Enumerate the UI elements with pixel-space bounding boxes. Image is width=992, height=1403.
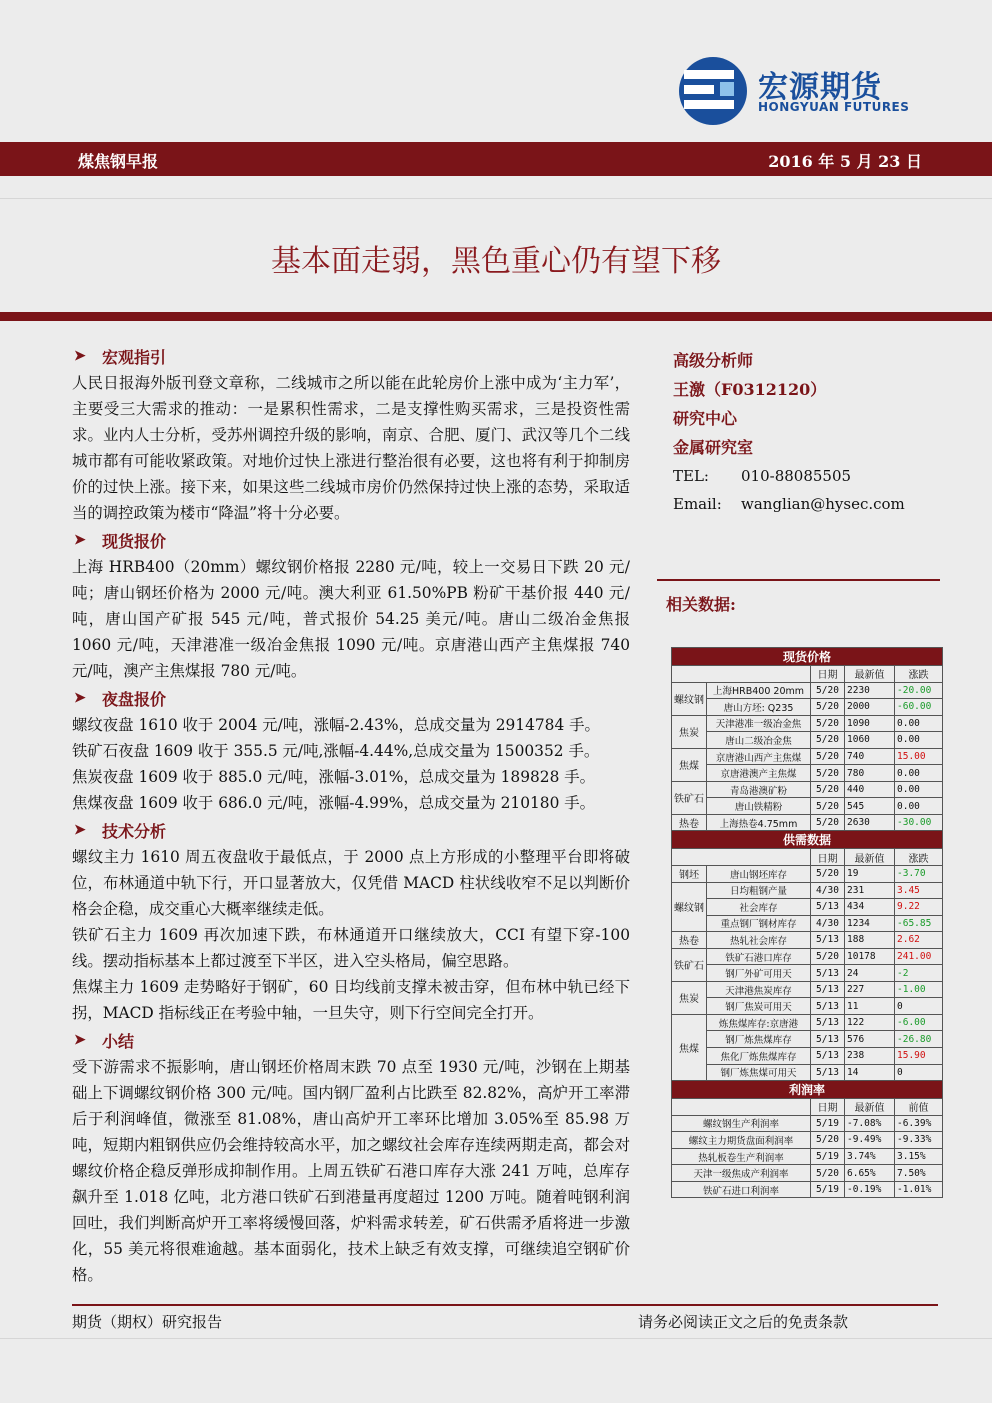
table-change-cell: -65.85 [895, 915, 943, 932]
table-value-cell: 227 [845, 981, 895, 998]
table-item-cell: 上海HRB400 20mm [707, 682, 811, 699]
table-band-title: 利润率 [672, 1081, 943, 1099]
table-row [672, 765, 943, 782]
table-header-cell: 涨跌 [895, 849, 943, 866]
tel-label: TEL: [673, 467, 709, 485]
email-value[interactable]: wanglian@hysec.com [741, 495, 905, 513]
table-row [672, 699, 943, 716]
paragraph: 焦煤主力 1609 走势略好于钢矿，60 日均线前支撑未被击穿，但布林中轨已经下拐，MACD 指标线正在考验中轴，一旦失守，则下行空间完全打开。 [72, 978, 630, 1022]
table-value-cell: 576 [845, 1031, 895, 1048]
section-title: 小结 [102, 1031, 135, 1051]
table-category-cell: 热卷 [672, 932, 707, 949]
title-divider [0, 312, 992, 321]
table-date-cell: 5/20 [811, 732, 845, 749]
table-value-cell: 1060 [845, 732, 895, 749]
table-header-cell: 最新值 [845, 849, 895, 866]
table-value-cell: 14 [845, 1064, 895, 1081]
footer-divider [72, 1304, 938, 1306]
table-value-cell: 2630 [845, 814, 895, 831]
table-value-cell: 6.65% [845, 1165, 895, 1182]
table-category-cell: 螺纹钢 [672, 882, 707, 932]
table-change-cell: 0.00 [895, 798, 943, 815]
table-header-cell: 日期 [811, 666, 845, 683]
arrow-icon: ➤ [74, 348, 86, 364]
paragraph: 螺纹夜盘 1610 收于 2004 元/吨，涨幅-2.43%，总成交量为 2914784 手。 [72, 716, 600, 734]
table-row [672, 1132, 943, 1149]
table-change-cell: -1.00 [895, 981, 943, 998]
table-date-cell: 5/13 [811, 965, 845, 982]
table-item-cell: 钢厂炼焦煤可用天 [707, 1064, 811, 1081]
table-item-cell: 重点钢厂钢材库存 [707, 915, 811, 932]
table-band-row [672, 648, 943, 666]
arrow-icon: ➤ [74, 822, 86, 838]
table-item-cell: 铁矿石港口库存 [707, 948, 811, 965]
table-header-cell: 前值 [895, 1099, 943, 1116]
related-data-title: 相关数据: [666, 595, 736, 614]
table-row [672, 1115, 943, 1132]
table-item-cell: 炼焦煤库存:京唐港 [707, 1014, 811, 1031]
table-change-cell: -60.00 [895, 699, 943, 716]
analyst-tel [673, 462, 933, 490]
table-item-cell: 京唐港山西产主焦煤 [707, 748, 811, 765]
table-date-cell: 5/20 [811, 798, 845, 815]
table-change-cell: -20.00 [895, 682, 943, 699]
table-band-title: 供需数据 [672, 831, 943, 849]
table-prev-cell: -9.33% [895, 1132, 943, 1149]
table-row [672, 1031, 943, 1048]
table-item-cell: 京唐港澳产主焦煤 [707, 765, 811, 782]
table-category-cell: 焦煤 [672, 748, 707, 781]
logo-chinese-name: 宏源期货 [758, 70, 882, 105]
table-value-cell: 1090 [845, 715, 895, 732]
analyst-subdept: 金属研究室 [673, 438, 754, 457]
report-title: 基本面走弱，黑色重心仍有望下移 [271, 244, 721, 279]
arrow-icon: ➤ [74, 690, 86, 706]
table-header-cell [672, 1099, 811, 1116]
table-value-cell: 24 [845, 965, 895, 982]
table-row [672, 1064, 943, 1081]
table-header-cell: 最新值 [845, 666, 895, 683]
table-value-cell: -9.49% [845, 1132, 895, 1149]
table-date-cell: 5/20 [811, 1132, 845, 1149]
table-date-cell: 5/19 [811, 1148, 845, 1165]
table-item-cell: 螺纹主力期货盘面利润率 [672, 1132, 811, 1149]
table-item-cell: 青岛港澳矿粉 [707, 781, 811, 798]
table-band-title: 现货价格 [672, 648, 943, 666]
table-row [672, 781, 943, 798]
section-heading-spot [72, 526, 630, 554]
table-item-cell: 热轧社会库存 [707, 932, 811, 949]
table-item-cell: 唐山二级冶金焦 [707, 732, 811, 749]
table-date-cell: 4/30 [811, 882, 845, 899]
company-logo [678, 56, 918, 126]
table-change-cell: 0.00 [895, 715, 943, 732]
table-item-cell: 社会库存 [707, 899, 811, 916]
table-item-cell: 唐山方坯: Q235 [707, 699, 811, 716]
table-row [672, 965, 943, 982]
paragraph: 螺纹主力 1610 周五夜盘收于最低点，于 2000 点上方形成的小整理平台即将破位，布林通道中轨下行，开口显著放大，仅凭借 MACD 柱状线收窄不足以判断价格会企稳，成交重心大概率继续走低。 [72, 848, 630, 918]
table-prev-cell: -1.01% [895, 1181, 943, 1198]
section-heading-night [72, 684, 630, 712]
table-value-cell: 2000 [845, 699, 895, 716]
table-value-cell: 780 [845, 765, 895, 782]
table-row [672, 1148, 943, 1165]
table-date-cell: 5/20 [811, 948, 845, 965]
table-row [672, 732, 943, 749]
table-date-cell: 5/19 [811, 1181, 845, 1198]
table-item-cell: 钢厂焦炭可用天 [707, 998, 811, 1015]
table-item-cell: 天津港焦炭库存 [707, 981, 811, 998]
table-date-cell: 5/13 [811, 899, 845, 916]
main-content [72, 342, 630, 1288]
table-row [672, 798, 943, 815]
table-change-cell: 0.00 [895, 732, 943, 749]
table-change-cell: -30.00 [895, 814, 943, 831]
table-row [672, 1048, 943, 1065]
table-item-cell: 唐山钢坯库存 [707, 866, 811, 883]
paragraph: 受下游需求不振影响，唐山钢坯价格周末跌 70 点至 1930 元/吨，沙钢在上期基础上下调螺纹钢价格 300 元/吨。国内钢厂盈利占比跌至 82.82%，高炉开工率滞后于利润峰值，微涨至 81.08%，唐山高炉开工率环比增加 3.05%至 85.98 万吨，短期内粗钢供应仍会维持较高水平，加之螺纹社会库存连续两期走高，都会对螺纹价格企稳反弹形成抑制作用。上周五铁矿石港口库存大涨 241 万吨，总库存飙升至 1.018 亿吨，北方港口铁矿石到港量再度超过 1200 万吨。随着吨钢利润回吐，我们判断高炉开工率将缓慢回落，炉料需求转差，矿石供需矛盾将进一步激化，55 美元将很难逾越。基本面弱化，技术上缺乏有效支撑，可继续追空钢矿价格。 [72, 1058, 630, 1284]
table-row [672, 932, 943, 949]
table-date-cell: 5/13 [811, 1048, 845, 1065]
tel-value: 010-88085505 [741, 467, 852, 485]
table-category-cell: 焦炭 [672, 715, 707, 748]
section-title: 宏观指引 [102, 347, 167, 367]
table-header-cell: 日期 [811, 849, 845, 866]
table-item-cell: 热轧板卷生产利润率 [672, 1148, 811, 1165]
table-date-cell: 5/20 [811, 715, 845, 732]
table-category-cell: 螺纹钢 [672, 682, 707, 715]
table-value-cell: 19 [845, 866, 895, 883]
table-change-cell: 3.45 [895, 882, 943, 899]
table-value-cell: 231 [845, 882, 895, 899]
table-date-cell: 5/20 [811, 765, 845, 782]
table-header-cell [672, 849, 811, 866]
table-date-cell: 5/13 [811, 1064, 845, 1081]
table-value-cell: 434 [845, 899, 895, 916]
footer-report-label: 期货（期权）研究报告 [72, 1313, 223, 1331]
table-date-cell: 5/20 [811, 699, 845, 716]
table-item-cell: 钢厂炼焦煤库存 [707, 1031, 811, 1048]
table-row [672, 682, 943, 699]
table-item-cell: 螺纹钢生产利润率 [672, 1115, 811, 1132]
table-row [672, 915, 943, 932]
table-row [672, 748, 943, 765]
table-date-cell: 5/19 [811, 1115, 845, 1132]
table-row [672, 814, 943, 831]
table-header-row [672, 666, 943, 683]
paragraph: 铁矿石夜盘 1609 收于 355.5 元/吨,涨幅-4.44%,总成交量为 1500352 手。 [72, 742, 600, 760]
email-label: Email: [673, 495, 722, 513]
table-change-cell: 0.00 [895, 781, 943, 798]
table-value-cell: 440 [845, 781, 895, 798]
table-row [672, 882, 943, 899]
paragraph: 上海 HRB400（20mm）螺纹钢价格报 2280 元/吨，较上一交易日下跌 20 元/吨；唐山钢坯价格为 2000 元/吨。澳大利亚 61.50%PB 粉矿干基价报 440 元/吨，唐山国产矿报 545 元/吨，普式报价 54.25 美元/吨。唐山二级冶金焦报 1060 元/吨，天津港准一级冶金焦报 1090 元/吨。京唐港山西产主焦煤报 740 元/吨，澳产主焦煤报 780 元/吨。 [72, 558, 630, 680]
report-date: 2016 年 5 月 23 日 [768, 152, 922, 171]
table-row [672, 715, 943, 732]
table-value-cell: 10178 [845, 948, 895, 965]
table-date-cell: 5/20 [811, 781, 845, 798]
table-category-cell: 钢坯 [672, 866, 707, 883]
table-value-cell: 188 [845, 932, 895, 949]
table-date-cell: 5/13 [811, 998, 845, 1015]
table-change-cell: 0 [895, 1064, 943, 1081]
table-date-cell: 5/20 [811, 682, 845, 699]
table-header-row [672, 1099, 943, 1116]
table-row [672, 1181, 943, 1198]
table-date-cell: 5/13 [811, 932, 845, 949]
analyst-dept: 研究中心 [673, 409, 738, 428]
table-value-cell: 11 [845, 998, 895, 1015]
table-item-cell: 铁矿石进口利润率 [672, 1181, 811, 1198]
logo-english-name: HONGYUAN FUTURES [758, 100, 910, 114]
paragraph: 铁矿石主力 1609 再次加速下跌，布林通道开口继续放大，CCI 有望下穿-100 线。摆动指标基本上都过渡至下半区，进入空头格局，偏空思路。 [72, 926, 630, 970]
table-item-cell: 天津一级焦成产利润率 [672, 1165, 811, 1182]
table-item-cell: 唐山铁精粉 [707, 798, 811, 815]
table-change-cell: 2.62 [895, 932, 943, 949]
table-change-cell: 0 [895, 998, 943, 1015]
table-header-cell: 日期 [811, 1099, 845, 1116]
table-prev-cell: 3.15% [895, 1148, 943, 1165]
table-change-cell: 15.00 [895, 748, 943, 765]
table-item-cell: 上海热卷4.75mm [707, 814, 811, 831]
paragraph: 焦炭夜盘 1609 收于 885.0 元/吨，涨幅-3.01%，总成交量为 189828 手。 [72, 768, 596, 786]
table-date-cell: 4/30 [811, 915, 845, 932]
analyst-title: 高级分析师 [673, 351, 754, 370]
section-title: 技术分析 [102, 821, 167, 841]
hongyuan-logo-icon [678, 56, 748, 126]
table-value-cell: 238 [845, 1048, 895, 1065]
table-header-cell: 涨跌 [895, 666, 943, 683]
paragraph: 人民日报海外版刊登文章称，二线城市之所以能在此轮房价上涨中成为‘主力军’，主要受三大需求的推动：一是累积性需求，二是支撑性购买需求，三是投资性需求。业内人士分析，受苏州调控升级的影响，南京、合肥、厦门、武汉等几个二线城市都有可能收紧政策。对地价过快上涨进行整治很有必要，这也将有利于抑制房价的过快上涨。接下来，如果这些二线城市房价仍然保持过快上涨的态势，采取适当的调控政策为楼市“降温”将十分必要。 [72, 374, 630, 522]
table-row [672, 899, 943, 916]
table-change-cell: -3.70 [895, 866, 943, 883]
table-date-cell: 5/20 [811, 1165, 845, 1182]
table-row [672, 1165, 943, 1182]
table-change-cell: -2 [895, 965, 943, 982]
analyst-email [673, 490, 933, 518]
table-change-cell: 9.22 [895, 899, 943, 916]
table-row [672, 948, 943, 965]
section-title: 夜盘报价 [102, 689, 167, 709]
table-category-cell: 热卷 [672, 814, 707, 831]
table-category-cell: 铁矿石 [672, 781, 707, 814]
table-change-cell: 241.00 [895, 948, 943, 965]
table-value-cell: 545 [845, 798, 895, 815]
table-date-cell: 5/13 [811, 1014, 845, 1031]
arrow-icon: ➤ [74, 1032, 86, 1048]
report-header-bar [0, 142, 992, 176]
table-item-cell: 焦化厂炼焦煤库存 [707, 1048, 811, 1065]
section-heading-macro [72, 342, 630, 370]
table-value-cell: 122 [845, 1014, 895, 1031]
table-prev-cell: -6.39% [895, 1115, 943, 1132]
related-divider [657, 579, 940, 581]
table-category-cell: 焦煤 [672, 1014, 707, 1080]
footer-band [0, 1338, 992, 1366]
table-value-cell: 3.74% [845, 1148, 895, 1165]
report-type: 煤焦钢早报 [78, 152, 159, 171]
section-title: 现货报价 [102, 531, 167, 551]
table-date-cell: 5/20 [811, 814, 845, 831]
table-row [672, 998, 943, 1015]
arrow-icon: ➤ [74, 532, 86, 548]
paragraph: 焦煤夜盘 1609 收于 686.0 元/吨，涨幅-4.99%，总成交量为 210180 手。 [72, 794, 596, 812]
section-heading-summary [72, 1026, 630, 1054]
table-header-row [672, 849, 943, 866]
table-date-cell: 5/13 [811, 981, 845, 998]
table-category-cell: 焦炭 [672, 981, 707, 1014]
table-row [672, 1014, 943, 1031]
table-date-cell: 5/20 [811, 866, 845, 883]
table-item-cell: 钢厂外矿可用天 [707, 965, 811, 982]
table-prev-cell: 7.50% [895, 1165, 943, 1182]
table-change-cell: -26.80 [895, 1031, 943, 1048]
table-value-cell: -0.19% [845, 1181, 895, 1198]
table-header-cell [672, 666, 811, 683]
table-value-cell: -7.08% [845, 1115, 895, 1132]
footer-disclaimer-note: 请务必阅读正文之后的免责条款 [638, 1313, 849, 1331]
table-change-cell: 0.00 [895, 765, 943, 782]
table-row [672, 866, 943, 883]
table-change-cell: 15.90 [895, 1048, 943, 1065]
table-band-row [672, 1081, 943, 1099]
section-heading-technical [72, 816, 630, 844]
analyst-info [673, 346, 933, 518]
table-change-cell: -6.00 [895, 1014, 943, 1031]
table-value-cell: 2230 [845, 682, 895, 699]
table-item-cell: 天津港准一级冶金焦 [707, 715, 811, 732]
market-data-table [671, 647, 943, 1198]
table-date-cell: 5/13 [811, 1031, 845, 1048]
table-value-cell: 740 [845, 748, 895, 765]
table-value-cell: 1234 [845, 915, 895, 932]
table-header-cell: 最新值 [845, 1099, 895, 1116]
table-item-cell: 日均粗钢产量 [707, 882, 811, 899]
table-category-cell: 铁矿石 [672, 948, 707, 981]
table-date-cell: 5/20 [811, 748, 845, 765]
table-band-row [672, 831, 943, 849]
table-row [672, 981, 943, 998]
analyst-name: 王激（F0312120） [673, 380, 827, 399]
